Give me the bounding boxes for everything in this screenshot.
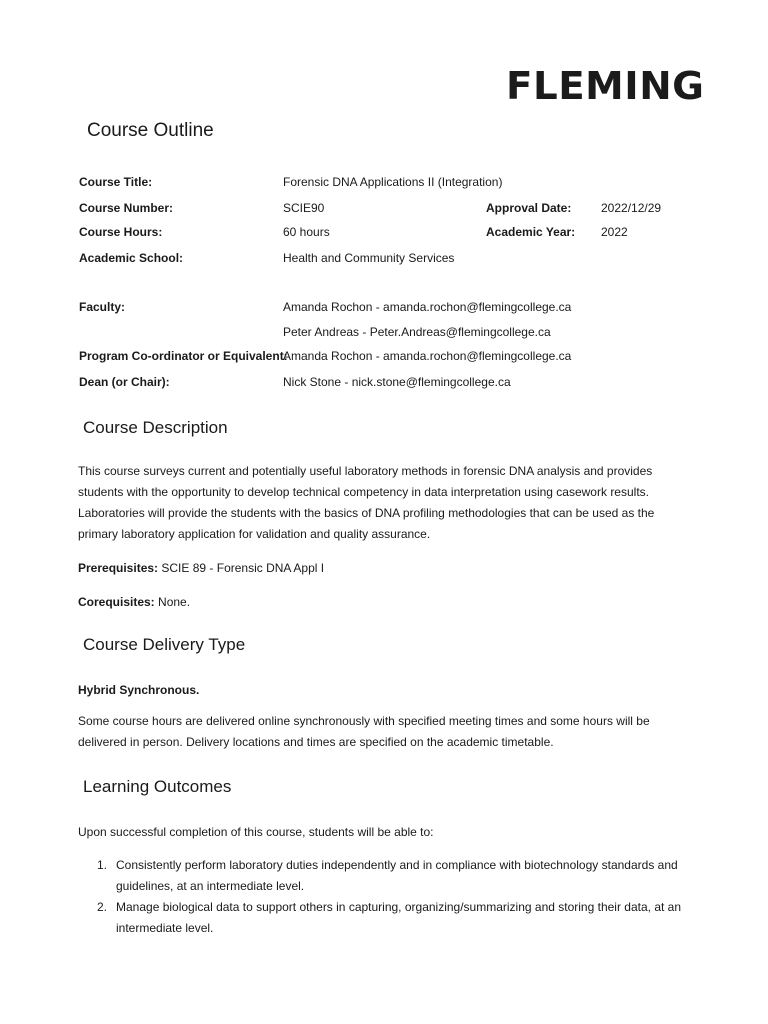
faculty-label: Faculty: [79,300,126,314]
approval-date-value: 2022/12/29 [601,201,662,215]
faculty-value-2: Peter Andreas - Peter.Andreas@flemingcollege.ca [283,325,551,339]
dean-value: Nick Stone - nick.stone@flemingcollege.ca [283,375,511,389]
course-title-value: Forensic DNA Applications II (Integration) [283,175,503,189]
course-title-label: Course Title: [79,175,153,189]
course-description-heading: Course Description [83,418,228,437]
description-line: students with the opportunity to develop technical competency in data interpretation using casework results. [78,485,649,499]
delivery-line: Some course hours are delivered online synchronously with specified meeting times and some hours will be [78,714,650,728]
dean-label: Dean (or Chair): [79,375,170,389]
delivery-type-text [78,711,690,753]
list-item [78,855,690,897]
academic-school-label: Academic School: [79,251,184,265]
list-item-number: 1. [97,858,108,872]
description-line: Laboratories will provide the students with the basics of DNA profiling methodologies that can be used as the [78,506,655,520]
course-number-label: Course Number: [79,201,174,215]
course-hours-label: Course Hours: [79,225,163,239]
list-item-line: intermediate level. [116,921,214,935]
delivery-type-value: Hybrid Synchronous. [78,683,200,697]
coordinator-label: Program Co-ordinator or Equivalent: [79,349,288,363]
learning-outcomes-intro: Upon successful completion of this course, students will be able to: [78,825,434,839]
corequisites-label: Corequisites: [78,595,155,609]
course-number-value: SCIE90 [283,201,325,215]
list-item-line: Manage biological data to support others in capturing, organizing/summarizing and storing their data, at an [116,900,682,914]
faculty-value-1: Amanda Rochon - amanda.rochon@flemingcollege.ca [283,300,572,314]
fleming-logo: FLEMING [506,64,705,108]
learning-outcomes-heading: Learning Outcomes [83,777,232,796]
list-item-number: 2. [97,900,108,914]
corequisites-value: None. [154,595,191,609]
list-item-line: guidelines, at an intermediate level. [116,879,305,893]
academic-year-value: 2022 [601,225,628,239]
prerequisites [78,561,324,575]
prerequisites-label: Prerequisites: [78,561,159,575]
delivery-type-heading: Course Delivery Type [83,635,246,654]
page-title: Course Outline [87,120,214,141]
academic-school-value: Health and Community Services [283,251,455,265]
learning-outcomes-list [78,855,690,939]
list-item-line: Consistently perform laboratory duties independently and in compliance with biotechnology standards and [116,858,678,872]
description-line: This course surveys current and potentially useful laboratory methods in forensic DNA analysis and provides [78,464,653,478]
approval-date-label: Approval Date: [486,201,572,215]
course-hours-value: 60 hours [283,225,330,239]
course-description-text [78,461,690,545]
delivery-line: delivered in person. Delivery locations and times are specified on the academic timetable. [78,735,554,749]
academic-year-label: Academic Year: [486,225,576,239]
coordinator-value: Amanda Rochon - amanda.rochon@flemingcollege.ca [283,349,572,363]
description-line: primary laboratory application for validation and quality assurance. [78,527,431,541]
corequisites [78,595,190,609]
list-item [78,897,690,939]
prerequisites-value: SCIE 89 - Forensic DNA Appl I [158,561,325,575]
